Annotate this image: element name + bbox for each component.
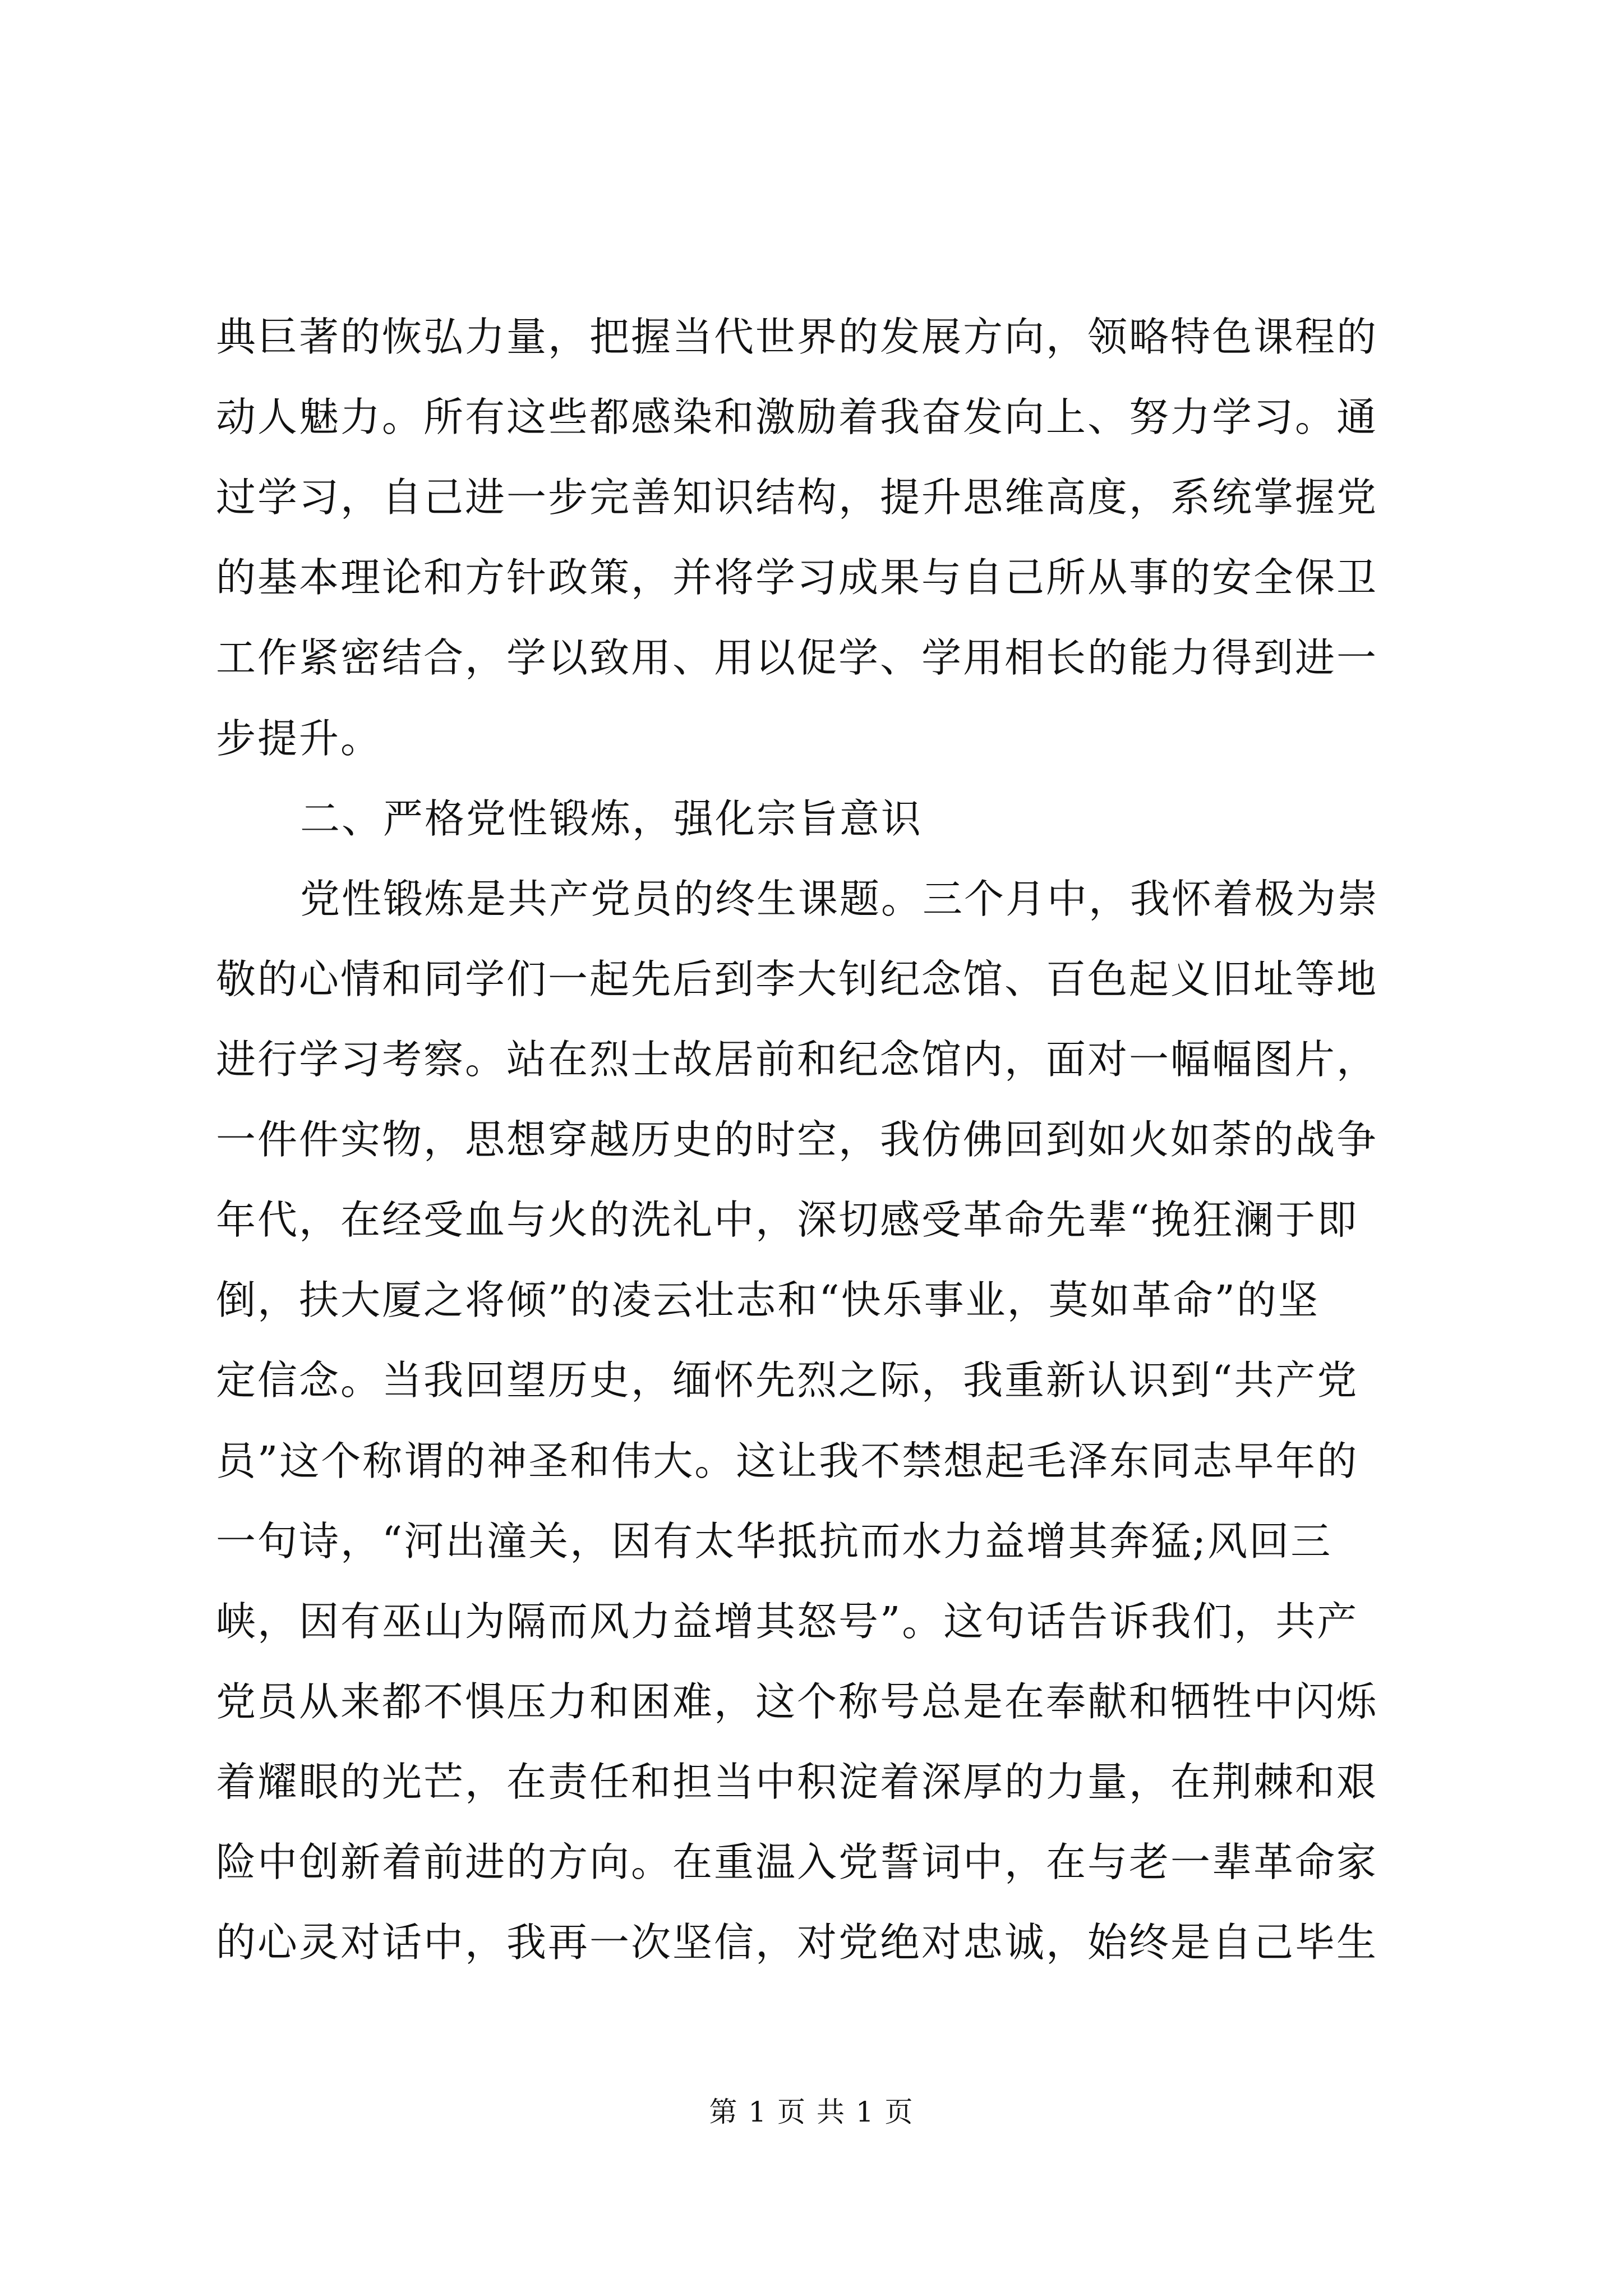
body-text-line: 动人魅力。所有这些都感染和激励着我奋发向上、努力学习。通 [216, 394, 1378, 440]
body-text-line: 党性锻炼是共产党员的终生课题。三个月中，我怀着极为崇 [300, 876, 1380, 922]
body-text-line: 年代，在经受血与火的洗礼中，深切感受革命先辈“挽狂澜于即 [216, 1197, 1359, 1243]
body-text-line: 倒，扶大厦之将倾”的凌云壮志和“快乐事业，莫如革命”的坚 [216, 1277, 1320, 1323]
body-text-line: 着耀眼的光芒，在责任和担当中积淀着深厚的力量，在荆棘和艰 [216, 1759, 1378, 1805]
body-text-line: 过学习，自己进一步完善知识结构，提升思维高度，系统掌握党 [216, 474, 1378, 521]
body-text-line: 的基本理论和方针政策，并将学习成果与自己所从事的安全保卫 [216, 554, 1378, 601]
body-text-line: 员”这个称谓的神圣和伟大。这让我不禁想起毛泽东同志早年的 [216, 1438, 1359, 1484]
body-text-line: 险中创新着前进的方向。在重温入党誓词中，在与老一辈革命家 [216, 1839, 1378, 1885]
section-heading: 二、严格党性锻炼，强化宗旨意识 [300, 795, 923, 842]
body-text-line: 党员从来都不惧压力和困难，这个称号总是在奉献和牺牲中闪烁 [216, 1678, 1378, 1725]
body-text-line: 定信念。当我回望历史，缅怀先烈之际，我重新认识到“共产党 [216, 1357, 1359, 1404]
body-text-line: 工作紧密结合，学以致用、用以促学、学用相长的能力得到进一 [216, 634, 1378, 681]
body-text-line: 一句诗，“河出潼关，因有太华抵抗而水力益增其奔猛;风回三 [216, 1518, 1332, 1565]
body-text-line: 的心灵对话中，我再一次坚信，对党绝对忠诚，始终是自己毕生 [216, 1919, 1378, 1966]
body-text-line: 一件件实物，思想穿越历史的时空，我仿佛回到如火如荼的战争 [216, 1116, 1378, 1163]
body-text-line: 敬的心情和同学们一起先后到李大钊纪念馆、百色起义旧址等地 [216, 956, 1378, 1002]
body-text-line: 峡，因有巫山为隔而风力益增其怒号”。这句话告诉我们，共产 [216, 1598, 1359, 1645]
page-footer: 第 1 页 共 1 页 [709, 2096, 914, 2128]
body-text-line: 典巨著的恢弘力量，把握当代世界的发展方向，领略特色课程的 [216, 314, 1378, 360]
body-text-line: 步提升。 [216, 715, 382, 762]
body-text-line: 进行学习考察。站在烈士故居前和纪念馆内，面对一幅幅图片， [216, 1036, 1378, 1083]
